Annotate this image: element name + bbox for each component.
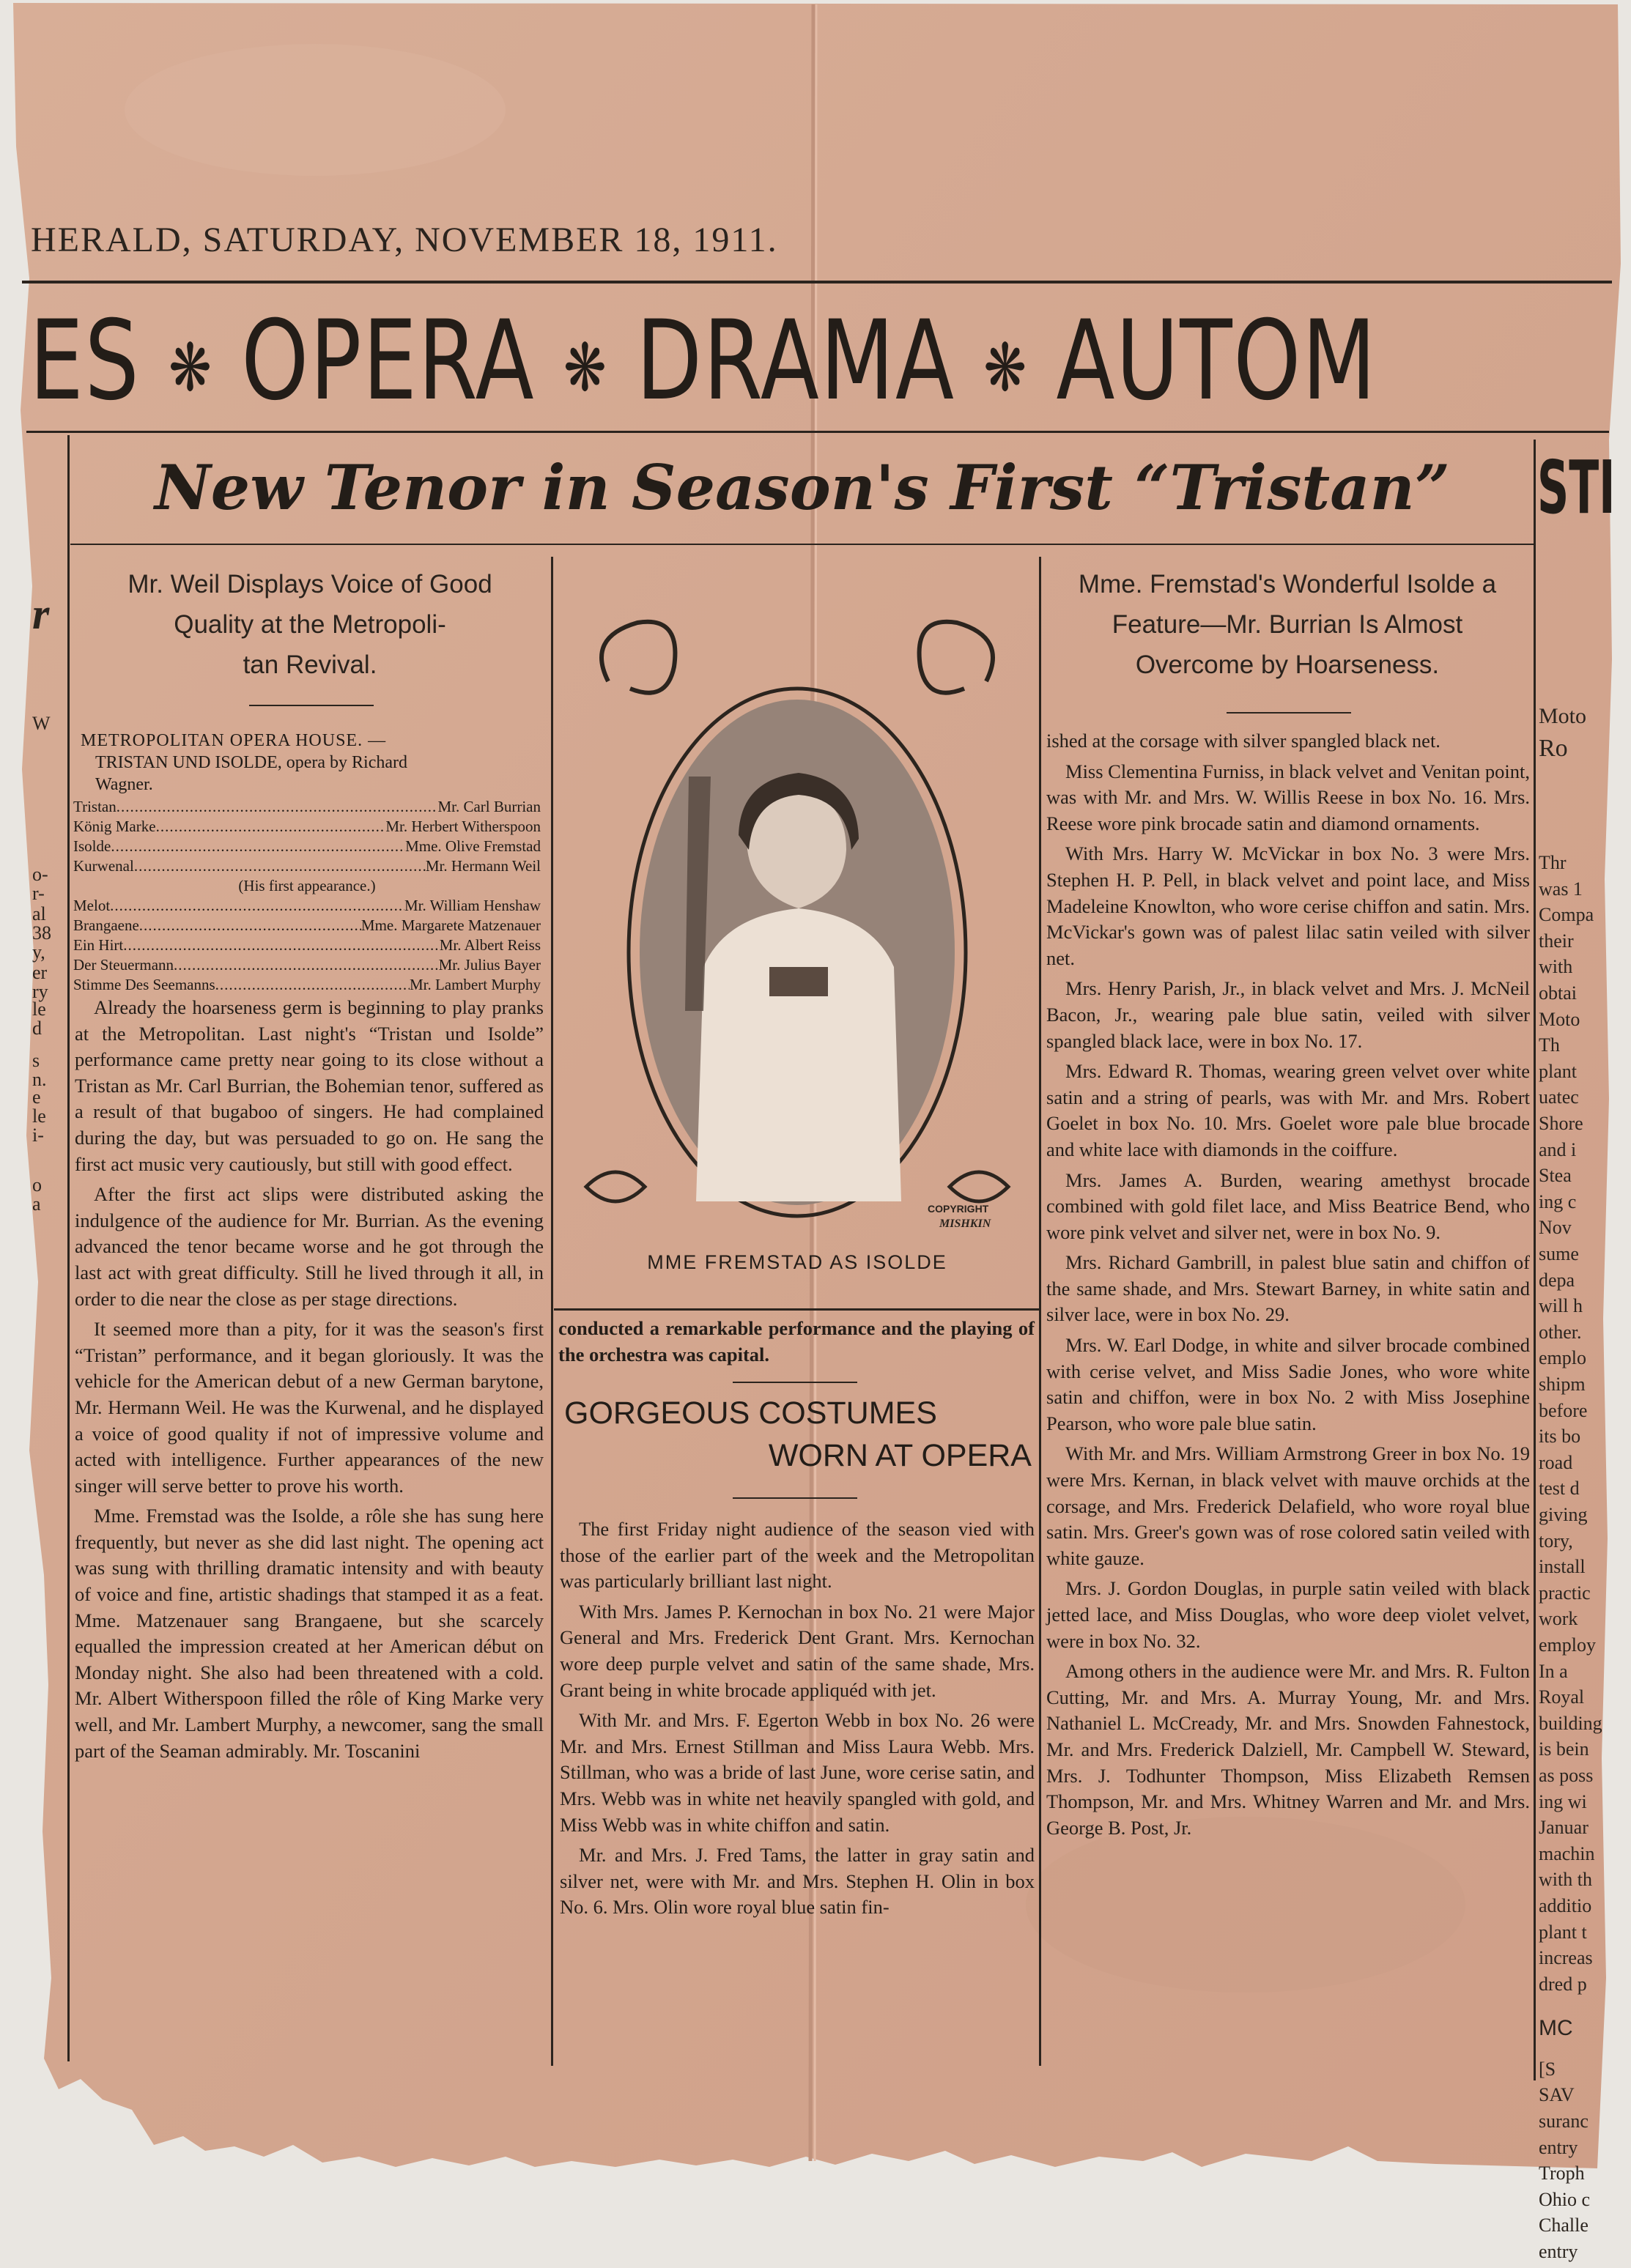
- column-rule-center-right: [1039, 557, 1041, 2066]
- left-paragraph-2: After the first act slips were distributed asking the indulgence of the audience for Mr. Burrian. As the evening advanced the tenor became worse and he got through the last act with great difficulty. Still he lived through it all, in order to die near the close as per stage directions.: [75, 1183, 544, 1310]
- photo-caption: MME FREMSTAD AS ISOLDE: [647, 1251, 947, 1273]
- left-deck-divider: [249, 705, 374, 706]
- left-edge-fragment: ry: [32, 981, 48, 1002]
- right-edge-fragment: machin: [1539, 1842, 1595, 1864]
- left-deck-line-3: tan Revival.: [243, 651, 377, 679]
- right-edge-fragment: entry: [1539, 2241, 1578, 2262]
- cast-singer: Mme. Margarete Matzenauer: [360, 916, 541, 934]
- costumes-heading: [558, 1392, 1035, 1477]
- column-rule-left: [67, 435, 70, 2061]
- photo-bottom-rule: [554, 1308, 1039, 1311]
- cast-leader-dots: [215, 975, 410, 995]
- cast-row: [73, 935, 541, 955]
- left-edge-fragment: r: [32, 601, 50, 638]
- right-deck-line-1: Mme. Fremstad's Wonderful Isolde a: [1078, 570, 1497, 598]
- right-edge-fragment: Stea: [1539, 1165, 1572, 1187]
- left-edge-fragment: i-: [32, 1124, 44, 1146]
- banner-word-drama: DRAMA: [636, 297, 955, 425]
- banner-word-opera: OPERA: [241, 297, 536, 425]
- right-edge-fragment: additio: [1539, 1895, 1592, 1916]
- left-paragraph-3: It seemed more than a pity, for it was the season's first “Tristan” performance, and it began gloriously. It was the vehicle for the American debut of a new German barytone, Mr. Hermann Weil. He was the Kurwenal, and he displayed a voice of good quality if not of impressive volume and acted with intelligence. Further appearances of the new singer will serve better to prove his worth.: [75, 1318, 544, 1497]
- center-continuation: [558, 1316, 1035, 1372]
- right-edge-fragment: Royal: [1539, 1686, 1585, 1708]
- right-edge-fragment: obtai: [1539, 982, 1577, 1004]
- right-edge-fragment: and i: [1539, 1138, 1577, 1160]
- left-edge-fragment: e: [32, 1086, 41, 1108]
- center-divider-1: [733, 1382, 857, 1383]
- cast-roles: [73, 797, 541, 995]
- cast-role: König Marke: [73, 818, 156, 835]
- banner-word-autom: AUTOM: [1056, 297, 1377, 425]
- center-paragraph-1: The first Friday night audience of the season vied with those of the earlier part of the week and the Metropolitan was particularly brilliant last night.: [560, 1518, 1035, 1593]
- cast-leader-dots: [139, 916, 361, 935]
- right-edge-fragment: Compa: [1539, 904, 1594, 926]
- costumes-heading-line-1: GORGEOUS COSTUMES: [564, 1396, 937, 1431]
- left-edge-fragment: al: [32, 903, 46, 924]
- left-edge-fragment: er: [32, 962, 48, 983]
- column-rule-center-left: [551, 557, 553, 2066]
- left-edge-fragment: r-: [32, 883, 45, 904]
- cast-role: Melot: [73, 897, 111, 914]
- right-edge-fragment: Nov: [1539, 1217, 1572, 1239]
- right-column-body: [1046, 728, 1530, 1845]
- banner-word-es: ES: [29, 297, 141, 425]
- cast-role: Brangaene: [73, 916, 139, 934]
- center-paragraph-2: With Mrs. James P. Kernochan in box No. 21 were Major General and Mrs. Frederick Dent Grant. Mrs. Kernochan wore deep purple velvet and satin of the same shade, Mrs. Grant being in white brocade appliquéd with jet.: [560, 1600, 1035, 1701]
- right-edge-fragment: building: [1539, 1712, 1602, 1734]
- ornament-icon: ❋: [169, 329, 213, 407]
- left-edge-fragment: d: [32, 1018, 42, 1039]
- right-paragraph-11: Among others in the audience were Mr. and Mrs. R. Fulton Cutting, Mr. and Mrs. A. Murray Young, Mr. and Mrs. Nathaniel L. McCready, Mr. and Mrs. Snowden Fahnestock, Mr. and Mrs. Frederick Dalziell, Mr. Campbell W. Steward, Mrs. J. Todhunter Thompson, Miss Elizabeth Remsen Thompson, Mr. and Mrs. Whitney Warren and Mr. and Mrs. George B. Post, Jr.: [1046, 1660, 1530, 1839]
- left-edge-fragment: le: [32, 1105, 46, 1127]
- left-edge-fragment: y,: [32, 941, 45, 963]
- right-edge-fragment: Thr: [1539, 852, 1567, 873]
- right-paragraph-3: With Mrs. Harry W. McVickar in box No. 3 were Mrs. Stephen H. P. Pell, in black velvet and point lace, and Miss Madeleine Knowlton, who wore cerise chiffon and satin. Mrs. McVickar's gown was of palest lilac satin veiled with silver net.: [1046, 842, 1530, 969]
- right-edge-fragment: practic: [1539, 1582, 1591, 1604]
- right-edge-fragment: Ro: [1539, 735, 1568, 762]
- left-paragraph-1: Already the hoarseness germ is beginning to play pranks at the Metropolitan. Last night's “Tristan und Isolde” performance came pretty near going to its close without a Tristan as Mr. Carl Burrian, the Bohemian tenor, suffered as a result of that bugaboo of singers. He had complained during the day, but was persuaded to go on. He sang the first act music very cautiously, but still with good effect.: [75, 996, 544, 1175]
- cast-row: [73, 817, 541, 837]
- left-edge-fragment: W: [32, 713, 51, 734]
- right-paragraph-6: Mrs. James A. Burden, wearing amethyst brocade combined with gold filet lace, and Miss Beatrice Bend, who wore pink velvet and silver net, were in box No. 9.: [1046, 1168, 1530, 1243]
- left-edge-fragment: o: [32, 1174, 42, 1196]
- right-edge-fragment: dred p: [1539, 1973, 1587, 1995]
- right-edge-fragment: giving: [1539, 1504, 1588, 1525]
- right-edge-fragment: In a: [1539, 1660, 1568, 1682]
- right-edge-fragment: ing c: [1539, 1190, 1577, 1212]
- right-deck-divider: [1227, 712, 1351, 714]
- right-edge-fragment: depa: [1539, 1269, 1575, 1291]
- right-edge-fragment: tory,: [1539, 1530, 1573, 1552]
- cast-role: Tristan: [73, 798, 116, 815]
- portrait-photo: [557, 557, 1038, 1304]
- left-paragraph-4: Mme. Fremstad was the Isolde, a rôle she has sung here frequently, but never as she did last night. The opening act was sung with thrilling dramatic intensity and with beauty of voice and fine, artistic shadings that stamped it as a feat. Mme. Matzenauer sang Brangaene, but she scarcely equalled the impression created at her American début on Monday night. She also had been threatened with a cold. Mr. Albert Witherspoon filled the rôle of King Marke very well, and Mr. Lambert Murphy, a newcomer, sang the small part of the Seaman admirably. Mr. Toscanini: [75, 1505, 544, 1762]
- cast-leader-dots: [174, 955, 439, 975]
- photo-credit: MISHKIN: [939, 1218, 991, 1230]
- banner-top-rule: [22, 281, 1612, 284]
- right-paragraph-1: ished at the corsage with silver spangled black net.: [1046, 730, 1440, 752]
- right-edge-fragment: SAV: [1539, 2084, 1575, 2106]
- right-edge-fragment: Ohio c: [1539, 2188, 1591, 2210]
- left-deck-line-1: Mr. Weil Displays Voice of Good: [127, 570, 492, 598]
- right-edge-fragment: its bo: [1539, 1426, 1581, 1448]
- cast-row: [73, 876, 541, 896]
- banner-bottom-rule: [26, 431, 1609, 433]
- right-edge-fragment: road: [1539, 1451, 1573, 1473]
- right-edge-fragment: uatec: [1539, 1086, 1579, 1108]
- right-edge-fragment: test d: [1539, 1478, 1580, 1500]
- right-edge-fragment: increas: [1539, 1947, 1593, 1969]
- right-paragraph-8: Mrs. W. Earl Dodge, in white and silver brocade combined with cerise velvet, and Miss Sadie Jones, who wore white satin and chiffon, were in box No. 2 with Miss Josephine Pearson, who wore pale blue satin.: [1046, 1334, 1530, 1434]
- center-paragraph-3: With Mr. and Mrs. F. Egerton Webb in box No. 26 were Mr. and Mrs. Ernest Stillman and Miss Laura Webb. Mrs. Stillman, who was a bride of last June, wore cerise satin, and Mrs. Webb was in white net heavily spangled with gold, and Miss Webb was in white chiffon and satin.: [560, 1709, 1035, 1836]
- cast-role: Isolde: [73, 837, 111, 855]
- cast-note: (His first appearance.): [238, 877, 376, 894]
- cast-role: Der Steuermann: [73, 956, 174, 974]
- cast-row: [73, 955, 541, 975]
- right-edge-fragment: Moto: [1539, 704, 1587, 728]
- cast-row: [73, 916, 541, 935]
- left-deck: [73, 564, 547, 685]
- right-edge-fragment: before: [1539, 1399, 1588, 1421]
- cast-singer: Mr. Lambert Murphy: [409, 976, 541, 993]
- left-edge-fragment: s: [32, 1050, 40, 1071]
- cast-singer: Mr. Hermann Weil: [425, 857, 541, 875]
- cast-row: [73, 975, 541, 995]
- cast-leader-dots: [111, 837, 405, 856]
- cast-role: Stimme Des Seemanns: [73, 976, 215, 993]
- right-edge-fragment: install: [1539, 1556, 1586, 1578]
- cast-singer: Mme. Olive Fremstad: [405, 837, 541, 855]
- right-paragraph-10: Mrs. J. Gordon Douglas, in purple satin veiled with black jetted lace, and Miss Douglas, who wore deep violet velvet, were in box No. 32.: [1046, 1577, 1530, 1652]
- right-edge-fragment: their: [1539, 930, 1574, 952]
- left-column-body: [75, 995, 544, 1768]
- left-edge-fragment: n.: [32, 1069, 47, 1090]
- right-paragraph-4: Mrs. Henry Parish, Jr., in black velvet and Mrs. J. McNeil Bacon, Jr., wearing pale blue satin, veiled with silver spangled black lace, were in box No. 17.: [1046, 977, 1530, 1052]
- cast-row: [73, 797, 541, 817]
- section-banner: [29, 299, 1377, 423]
- left-edge-fragment: 38: [32, 922, 51, 944]
- cast-leader-dots: [110, 896, 404, 916]
- right-edge-fragment: Troph: [1539, 2163, 1585, 2184]
- right-edge-fragment: with: [1539, 956, 1573, 978]
- right-deck-line-3: Overcome by Hoarseness.: [1135, 651, 1440, 679]
- right-edge-fragment: entry: [1539, 2136, 1578, 2158]
- center-paragraph-4: Mr. and Mrs. J. Fred Tams, the latter in gray satin and silver net, were with Mr. and Mrs. Stephen H. Olin in box No. 6. Mrs. Olin wore royal blue satin fin-: [560, 1844, 1035, 1919]
- right-edge-fragment: was 1: [1539, 878, 1583, 900]
- cast-singer: Mr. Carl Burrian: [437, 798, 541, 815]
- cast-singer: Mr. Herbert Witherspoon: [385, 818, 541, 835]
- right-paragraph-7: Mrs. Richard Gambrill, in palest blue satin and chiffon of the same shade, and Mrs. Stewart Barney, in white satin and silver lace, were in box No. 29.: [1046, 1251, 1530, 1326]
- cast-singer: Mr. Albert Reiss: [439, 936, 541, 954]
- right-edge-fragment: emplo: [1539, 1347, 1586, 1369]
- right-edge-fragment: will h: [1539, 1295, 1583, 1317]
- cast-role: Kurwenal: [73, 857, 134, 875]
- right-edge-fragment: with th: [1539, 1869, 1592, 1891]
- left-deck-line-2: Quality at the Metropoli-: [174, 610, 446, 639]
- right-edge-fragment: sume: [1539, 1243, 1579, 1264]
- right-edge-fragment: Shore: [1539, 1113, 1583, 1134]
- left-edge-fragment: le: [32, 998, 46, 1020]
- headline-underline: [70, 544, 1534, 545]
- right-edge-fragment: suranc: [1539, 2110, 1589, 2132]
- right-paragraph-5: Mrs. Edward R. Thomas, wearing green velvet over white satin and a string of pearls, was with Mr. and Mrs. Robert Goelet in box No. 10. Mrs. Goelet wore pale blue brocade and white lace with diamonds in the coiffure.: [1046, 1060, 1530, 1160]
- cast-row: [73, 856, 541, 876]
- ornament-icon: ❋: [983, 329, 1028, 407]
- right-deck: [1043, 564, 1531, 685]
- cast-singer: Mr. Julius Bayer: [438, 956, 541, 974]
- cast-row: [73, 896, 541, 916]
- center-divider-2: [733, 1497, 857, 1499]
- headline: New Tenor in Season's First “Tristan”: [154, 451, 1451, 524]
- center-column-body: [560, 1516, 1035, 1925]
- column-rule-right: [1534, 440, 1536, 2080]
- right-edge-headline: STI: [1537, 445, 1616, 530]
- cast-role: Ein Hirt: [73, 936, 124, 954]
- costumes-heading-line-2: WORN AT OPERA: [768, 1438, 1032, 1473]
- right-edge-fragment: ing wi: [1539, 1790, 1587, 1812]
- cast-venue: METROPOLITAN OPERA HOUSE. —: [81, 731, 387, 750]
- right-edge-fragment: as poss: [1539, 1765, 1594, 1786]
- cast-leader-dots: [134, 856, 426, 876]
- left-edge-fragments: [32, 601, 67, 1231]
- center-continuation-text: conducted a remarkable performance and the playing of the orchestra was capital.: [558, 1317, 1035, 1365]
- cast-opera-line-2: Wagner.: [95, 775, 153, 794]
- right-edge-fragment: plant: [1539, 1060, 1577, 1082]
- right-edge-fragment: Th: [1539, 1034, 1560, 1056]
- cast-leader-dots: [156, 817, 386, 837]
- right-edge-fragment: employ: [1539, 1634, 1596, 1656]
- right-paragraph-9: With Mr. and Mrs. William Armstrong Greer in box No. 19 were Mrs. Kernan, in black velvet with mauve orchids at the corsage, and Mrs. Frederick Delafield, who wore royal blue satin. Mrs. Greer's gown was of rose colored satin veiled with white gauze.: [1046, 1442, 1530, 1569]
- right-edge-fragment: Challe: [1539, 2215, 1589, 2236]
- right-edge-fragments: [1539, 703, 1605, 2268]
- cast-opera-line-1: TRISTAN UND ISOLDE, opera by Richard: [95, 753, 407, 772]
- right-edge-fragment: shipm: [1539, 1374, 1586, 1395]
- cast-row: [73, 837, 541, 856]
- right-edge-fragment: other.: [1539, 1321, 1582, 1343]
- right-paragraph-2: Miss Clementina Furniss, in black velvet and Venitan point, was with Mr. and Mrs. W. Willis Reese in box No. 16. Mrs. Reese wore pink brocade satin and diamond ornaments.: [1046, 760, 1530, 834]
- dateline: HERALD, SATURDAY, NOVEMBER 18, 1911.: [31, 220, 778, 259]
- right-edge-fragment: work: [1539, 1608, 1578, 1630]
- right-edge-fragment: [S: [1539, 2058, 1556, 2080]
- right-deck-line-2: Feature—Mr. Burrian Is Almost: [1112, 610, 1463, 639]
- ornament-icon: ❋: [563, 329, 608, 407]
- right-edge-fragment: Moto: [1539, 1008, 1580, 1030]
- cast-listing: [73, 730, 541, 995]
- left-edge-fragment: o-: [32, 864, 48, 885]
- cast-leader-dots: [123, 935, 439, 955]
- cast-singer: Mr. William Henshaw: [404, 897, 541, 914]
- right-edge-fragment: is bein: [1539, 1738, 1589, 1760]
- right-edge-fragment: Januar: [1539, 1817, 1589, 1839]
- right-edge-fragment: plant t: [1539, 1921, 1587, 1943]
- left-edge-fragment: a: [32, 1193, 41, 1215]
- cast-leader-dots: [116, 797, 438, 817]
- right-edge-fragment: MC: [1539, 2015, 1573, 2040]
- photo-copyright: COPYRIGHT: [928, 1203, 989, 1215]
